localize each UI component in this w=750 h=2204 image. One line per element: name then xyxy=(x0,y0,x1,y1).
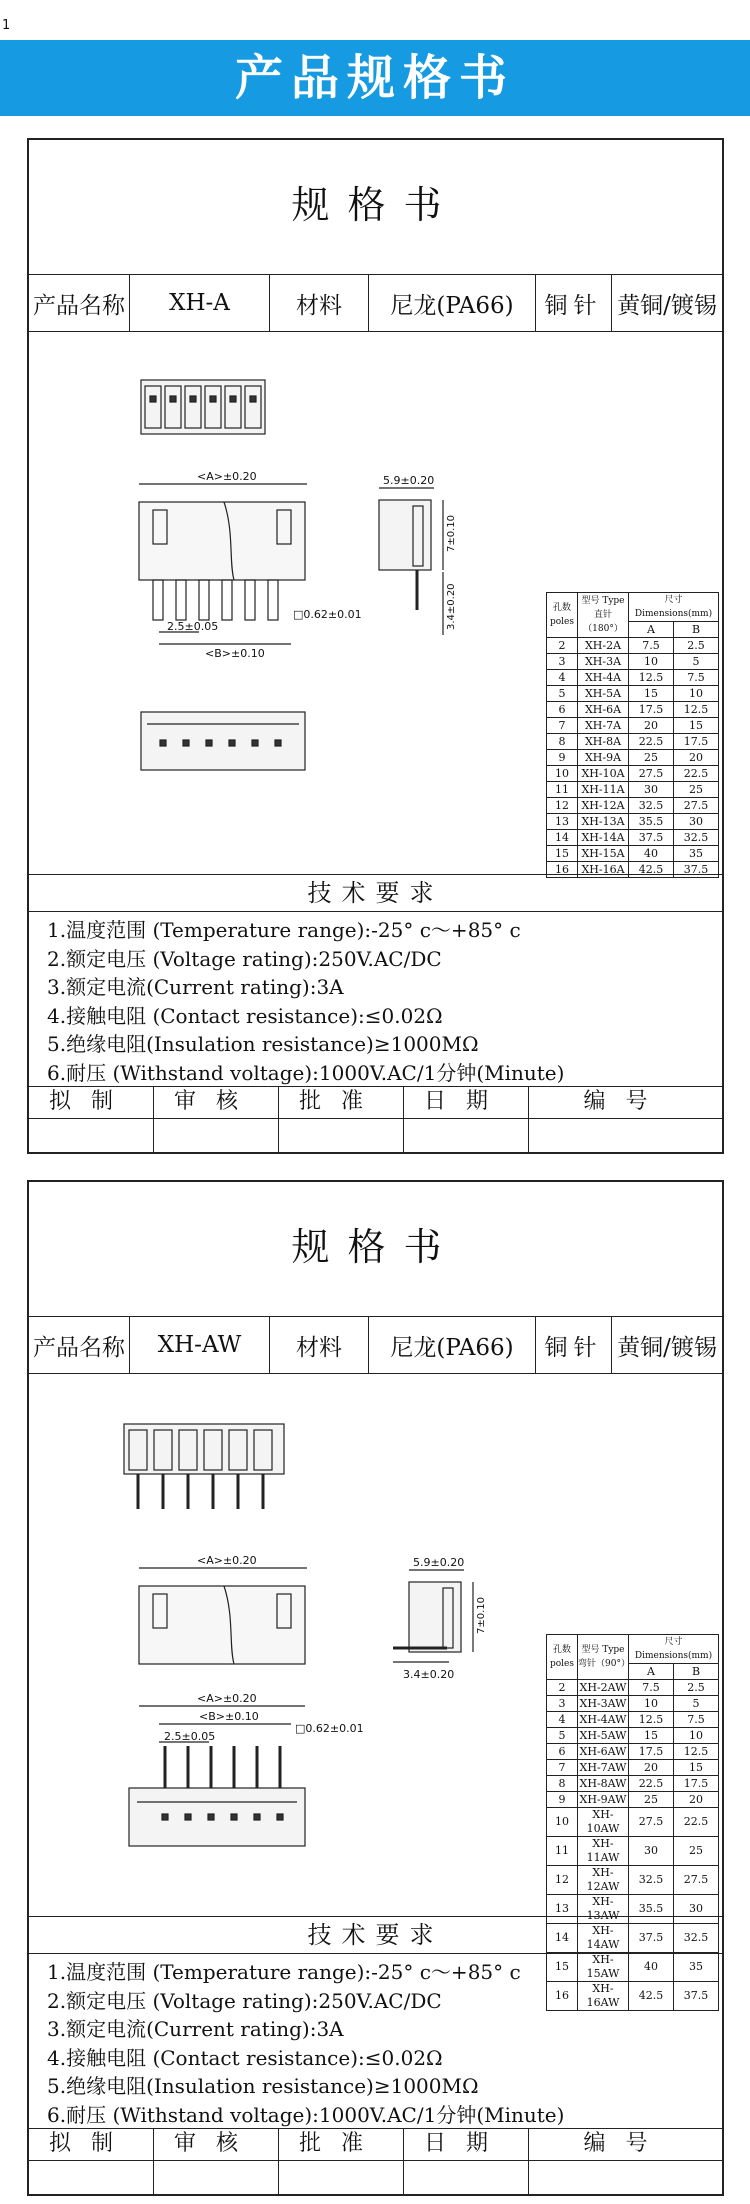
dim-b-cell: 30 xyxy=(674,1895,719,1924)
table-row xyxy=(547,638,719,654)
dim-pitch-label: 2.5±0.05 xyxy=(167,620,219,633)
requirement-item: 3.额定电流(Current rating):3A xyxy=(47,2017,344,2041)
type-cell: XH-2AW xyxy=(578,1680,629,1696)
dim-a-cell: 32.5 xyxy=(629,798,674,814)
pin-square xyxy=(190,396,196,402)
dim-a-cell: 17.5 xyxy=(629,1744,674,1760)
dim-b-label-2: <B>±0.10 xyxy=(199,1710,259,1723)
connector-top-view xyxy=(141,380,265,434)
page-number: 1 xyxy=(2,18,11,33)
dim-b-cell: 15 xyxy=(674,718,719,734)
poles-cell: 6 xyxy=(547,1744,578,1760)
table-row xyxy=(547,718,719,734)
tech-requirements-title: 技术要求 xyxy=(29,1916,722,1954)
type-cell: XH-3A xyxy=(578,654,629,670)
poles-cell: 12 xyxy=(547,1866,578,1895)
type-header: 型号 Type 弯针（90°） xyxy=(578,1635,629,1680)
poles-cell: 9 xyxy=(547,1792,578,1808)
table-row xyxy=(547,1776,719,1792)
pin-square xyxy=(150,396,156,402)
connector-front-view xyxy=(139,502,305,580)
dim-a-label: <A>±0.20 xyxy=(197,1554,257,1567)
dim-a-cell: 22.5 xyxy=(629,734,674,750)
type-cell: XH-4A xyxy=(578,670,629,686)
table-row xyxy=(547,1866,719,1895)
type-cell: XH-3AW xyxy=(578,1696,629,1712)
table-row xyxy=(547,1744,719,1760)
sheet-title: 规格书 xyxy=(291,1225,460,1269)
table-row xyxy=(547,1760,719,1776)
dim-b-cell: 20 xyxy=(674,1792,719,1808)
product-name-label: 产品名称 xyxy=(29,275,130,331)
type-cell: XH-16AW xyxy=(578,1982,629,2011)
signature-cell xyxy=(529,1087,722,1154)
dim-b-cell: 5 xyxy=(674,654,719,670)
dim-a-cell: 35.5 xyxy=(629,1895,674,1924)
signature-label: 日期 xyxy=(404,1087,528,1119)
signature-cell xyxy=(404,2129,529,2196)
material-value: 尼龙(PA66) xyxy=(369,275,536,331)
requirement-item: 2.额定电压 (Voltage rating):250V.AC/DC xyxy=(47,946,442,971)
type-cell: XH-15A xyxy=(578,846,629,862)
table-row xyxy=(547,798,719,814)
dim-a-cell: 15 xyxy=(629,1728,674,1744)
poles-cell: 3 xyxy=(547,654,578,670)
dim-b-cell: 10 xyxy=(674,686,719,702)
requirements-list xyxy=(29,912,722,1086)
table-row xyxy=(547,1792,719,1808)
dim-b-cell: 7.5 xyxy=(674,670,719,686)
dim-b-cell: 2.5 xyxy=(674,1680,719,1696)
dim-a-cell: 32.5 xyxy=(629,1866,674,1895)
requirement-item: 4.接触电阻 (Contact resistance):≤0.02Ω xyxy=(47,2045,443,2070)
dim-a-cell: 10 xyxy=(629,654,674,670)
signature-label: 编号 xyxy=(529,1087,722,1119)
dim-pin-len-label: 3.4±0.20 xyxy=(403,1668,455,1681)
front-pin xyxy=(176,580,186,620)
dim-a-cell: 10 xyxy=(629,1696,674,1712)
poles-cell: 7 xyxy=(547,718,578,734)
front-pin xyxy=(199,580,209,620)
a-header: A xyxy=(629,622,674,638)
requirement-item: 1.温度范围 (Temperature range):-25° c～+85° c xyxy=(47,1960,521,1984)
signature-cell xyxy=(29,2129,154,2196)
poles-cell: 15 xyxy=(547,846,578,862)
dimensions-header: 尺寸 Dimensions(mm) xyxy=(629,593,719,622)
type-cell: XH-4AW xyxy=(578,1712,629,1728)
connector-front-view xyxy=(139,1586,305,1664)
info-row xyxy=(29,1316,722,1374)
type-cell: XH-7AW xyxy=(578,1760,629,1776)
requirement-item: 5.绝缘电阻(Insulation resistance)≥1000MΩ xyxy=(47,2074,479,2098)
type-cell: XH-12A xyxy=(578,798,629,814)
dim-a-cell: 12.5 xyxy=(629,1712,674,1728)
poles-cell: 16 xyxy=(547,862,578,878)
a-header: A xyxy=(629,1664,674,1680)
type-cell: XH-8A xyxy=(578,734,629,750)
signature-cell xyxy=(279,1087,404,1154)
dim-b-cell: 20 xyxy=(674,750,719,766)
type-cell: XH-12AW xyxy=(578,1866,629,1895)
signature-cell xyxy=(154,2129,279,2196)
dim-b-cell: 25 xyxy=(674,1837,719,1866)
spec-sheet xyxy=(27,138,724,1154)
dim-a-label-2: <A>±0.20 xyxy=(197,1692,257,1705)
table-row xyxy=(547,814,719,830)
signature-label: 批准 xyxy=(279,2129,403,2161)
requirement-item: 5.绝缘电阻(Insulation resistance)≥1000MΩ xyxy=(47,1032,479,1056)
signature-cell xyxy=(529,2129,722,2196)
bottom-pin xyxy=(252,740,258,746)
poles-cell: 5 xyxy=(547,1728,578,1744)
b-header: B xyxy=(674,622,719,638)
pin-square xyxy=(230,396,236,402)
type-cell: XH-13AW xyxy=(578,1895,629,1924)
requirement-item: 6.耐压 (Withstand voltage):1000V.AC/1分钟(Minute) xyxy=(47,2102,565,2127)
signature-label: 审核 xyxy=(154,1087,278,1119)
dim-pin-size-label: □0.62±0.01 xyxy=(293,608,362,621)
b-header: B xyxy=(674,1664,719,1680)
dim-b-cell: 5 xyxy=(674,1696,719,1712)
dim-a-cell: 20 xyxy=(629,1760,674,1776)
table-row xyxy=(547,846,719,862)
dim-a-cell: 42.5 xyxy=(629,862,674,878)
type-cell: XH-14A xyxy=(578,830,629,846)
bottom-pin xyxy=(229,740,235,746)
bottom-pin xyxy=(231,1814,237,1820)
spec-sheet xyxy=(27,1180,724,2196)
signature-label: 审核 xyxy=(154,2129,278,2161)
dim-a-cell: 40 xyxy=(629,1953,674,1982)
poles-header: 孔数 poles xyxy=(547,1635,578,1680)
requirement-item: 4.接触电阻 (Contact resistance):≤0.02Ω xyxy=(47,1003,443,1028)
dim-a-cell: 12.5 xyxy=(629,670,674,686)
bottom-pin xyxy=(160,740,166,746)
poles-cell: 9 xyxy=(547,750,578,766)
type-cell: XH-15AW xyxy=(578,1953,629,1982)
table-row xyxy=(547,1808,719,1837)
pin-square xyxy=(250,396,256,402)
poles-cell: 3 xyxy=(547,1696,578,1712)
type-cell: XH-9AW xyxy=(578,1792,629,1808)
requirement-item: 1.温度范围 (Temperature range):-25° c～+85° c xyxy=(47,918,521,942)
signature-cell xyxy=(404,1087,529,1154)
poles-cell: 6 xyxy=(547,702,578,718)
signature-label: 拟制 xyxy=(29,1087,153,1119)
dim-a-cell: 15 xyxy=(629,686,674,702)
product-name-value: XH-A xyxy=(130,275,270,331)
type-cell: XH-9A xyxy=(578,750,629,766)
signature-label: 批准 xyxy=(279,1087,403,1119)
type-cell: XH-6AW xyxy=(578,1744,629,1760)
type-cell: XH-2A xyxy=(578,638,629,654)
front-pin xyxy=(268,580,278,620)
dim-b-cell: 32.5 xyxy=(674,1924,719,1953)
dim-b-cell: 22.5 xyxy=(674,1808,719,1837)
poles-cell: 13 xyxy=(547,1895,578,1924)
table-row xyxy=(547,1728,719,1744)
signature-label: 拟制 xyxy=(29,2129,153,2161)
dim-a-cell: 42.5 xyxy=(629,1982,674,2011)
dim-height-label: 7±0.10 xyxy=(446,514,457,552)
dim-b-label: <B>±0.10 xyxy=(205,647,265,660)
dim-a-cell: 25 xyxy=(629,1792,674,1808)
type-cell: XH-8AW xyxy=(578,1776,629,1792)
poles-header: 孔数 poles xyxy=(547,593,578,638)
bottom-pin xyxy=(183,740,189,746)
requirement-item: 6.耐压 (Withstand voltage):1000V.AC/1分钟(Minute) xyxy=(47,1060,565,1085)
signature-cell xyxy=(154,1087,279,1154)
table-row xyxy=(547,1712,719,1728)
bottom-pin xyxy=(254,1814,260,1820)
dim-pin-len-label: 3.4±0.20 xyxy=(446,583,457,630)
bottom-pin xyxy=(275,740,281,746)
poles-cell: 4 xyxy=(547,670,578,686)
table-row xyxy=(547,734,719,750)
dim-a-cell: 27.5 xyxy=(629,1808,674,1837)
dim-pitch-label-2: 2.5±0.05 xyxy=(164,1730,216,1743)
front-pin xyxy=(222,580,232,620)
table-row xyxy=(547,766,719,782)
requirement-item: 3.额定电流(Current rating):3A xyxy=(47,975,344,999)
poles-cell: 10 xyxy=(547,766,578,782)
material-value: 尼龙(PA66) xyxy=(369,1317,536,1373)
dim-b-cell: 12.5 xyxy=(674,702,719,718)
dimension-table xyxy=(546,592,719,878)
info-row xyxy=(29,274,722,332)
dim-b-cell: 35 xyxy=(674,1953,719,1982)
dim-pin-size-label-2: □0.62±0.01 xyxy=(295,1722,364,1735)
signature-block xyxy=(29,1086,722,1154)
poles-cell: 13 xyxy=(547,814,578,830)
technical-drawing xyxy=(29,332,722,874)
type-cell: XH-16A xyxy=(578,862,629,878)
dim-b-cell: 12.5 xyxy=(674,1744,719,1760)
dim-a-cell: 22.5 xyxy=(629,1776,674,1792)
dim-b-cell: 17.5 xyxy=(674,734,719,750)
tech-requirements-title: 技术要求 xyxy=(29,874,722,912)
poles-cell: 2 xyxy=(547,1680,578,1696)
dim-b-cell: 22.5 xyxy=(674,766,719,782)
dim-b-cell: 30 xyxy=(674,814,719,830)
type-cell: XH-13A xyxy=(578,814,629,830)
poles-cell: 11 xyxy=(547,1837,578,1866)
requirement-item: 2.额定电压 (Voltage rating):250V.AC/DC xyxy=(47,1988,442,2013)
dim-b-cell: 15 xyxy=(674,1760,719,1776)
front-pin xyxy=(245,580,255,620)
dim-b-cell: 2.5 xyxy=(674,638,719,654)
type-header: 型号 Type 直针（180°） xyxy=(578,593,629,638)
table-row xyxy=(547,654,719,670)
type-cell: XH-6A xyxy=(578,702,629,718)
product-name-label: 产品名称 xyxy=(29,1317,130,1373)
type-cell: XH-11AW xyxy=(578,1837,629,1866)
signature-label: 日期 xyxy=(404,2129,528,2161)
poles-cell: 5 xyxy=(547,686,578,702)
pin-value: 黄铜/镀锡 xyxy=(617,292,717,319)
dim-b-cell: 32.5 xyxy=(674,830,719,846)
dim-a-cell: 40 xyxy=(629,846,674,862)
pin-label: 铜针 xyxy=(536,275,612,331)
dim-b-cell: 17.5 xyxy=(674,1776,719,1792)
table-row xyxy=(547,1837,719,1866)
poles-cell: 4 xyxy=(547,1712,578,1728)
poles-cell: 8 xyxy=(547,1776,578,1792)
poles-cell: 10 xyxy=(547,1808,578,1837)
bottom-pin xyxy=(208,1814,214,1820)
table-row xyxy=(547,670,719,686)
bottom-pin xyxy=(162,1814,168,1820)
poles-cell: 11 xyxy=(547,782,578,798)
signature-cell xyxy=(279,2129,404,2196)
dim-a-cell: 7.5 xyxy=(629,638,674,654)
dim-a-cell: 37.5 xyxy=(629,1924,674,1953)
signature-block xyxy=(29,2128,722,2196)
dim-b-cell: 27.5 xyxy=(674,798,719,814)
type-cell: XH-11A xyxy=(578,782,629,798)
bottom-pin xyxy=(185,1814,191,1820)
poles-cell: 16 xyxy=(547,1982,578,2011)
table-row xyxy=(547,750,719,766)
dim-a-cell: 37.5 xyxy=(629,830,674,846)
dim-width-label: 5.9±0.20 xyxy=(413,1556,465,1569)
type-cell: XH-5AW xyxy=(578,1728,629,1744)
dim-height-label: 7±0.10 xyxy=(476,1596,487,1634)
material-label: 材料 xyxy=(270,275,369,331)
dim-a-cell: 30 xyxy=(629,1837,674,1866)
dim-b-cell: 7.5 xyxy=(674,1712,719,1728)
table-row xyxy=(547,830,719,846)
pin-value: 黄铜/镀锡 xyxy=(617,1334,717,1361)
table-row xyxy=(547,702,719,718)
dim-a-cell: 20 xyxy=(629,718,674,734)
pin-square xyxy=(170,396,176,402)
dim-a-cell: 35.5 xyxy=(629,814,674,830)
table-row xyxy=(547,686,719,702)
sheet-title: 规格书 xyxy=(291,183,460,227)
dim-b-cell: 25 xyxy=(674,782,719,798)
dim-a-label: <A>±0.20 xyxy=(197,470,257,483)
dim-a-cell: 25 xyxy=(629,750,674,766)
poles-cell: 14 xyxy=(547,1924,578,1953)
dim-b-cell: 37.5 xyxy=(674,1982,719,2011)
type-cell: XH-5A xyxy=(578,686,629,702)
product-name-value: XH-AW xyxy=(130,1317,270,1373)
poles-cell: 15 xyxy=(547,1953,578,1982)
dim-a-cell: 7.5 xyxy=(629,1680,674,1696)
type-cell: XH-10A xyxy=(578,766,629,782)
poles-cell: 14 xyxy=(547,830,578,846)
table-row xyxy=(547,782,719,798)
signature-label: 编号 xyxy=(529,2129,722,2161)
signature-cell xyxy=(29,1087,154,1154)
bottom-pin xyxy=(277,1814,283,1820)
bottom-pin xyxy=(206,740,212,746)
type-cell: XH-7A xyxy=(578,718,629,734)
requirements-list xyxy=(29,1954,722,2128)
dim-b-cell: 37.5 xyxy=(674,862,719,878)
dim-a-cell: 17.5 xyxy=(629,702,674,718)
dim-b-cell: 10 xyxy=(674,1728,719,1744)
poles-cell: 12 xyxy=(547,798,578,814)
front-pin xyxy=(153,580,163,620)
pin-label: 铜针 xyxy=(536,1317,612,1373)
pin-square xyxy=(210,396,216,402)
dim-a-cell: 30 xyxy=(629,782,674,798)
poles-cell: 2 xyxy=(547,638,578,654)
dim-width-label: 5.9±0.20 xyxy=(383,474,435,487)
banner-title: 产品规格书 xyxy=(0,40,750,116)
table-row xyxy=(547,1680,719,1696)
poles-cell: 8 xyxy=(547,734,578,750)
poles-cell: 7 xyxy=(547,1760,578,1776)
table-row xyxy=(547,1696,719,1712)
material-label: 材料 xyxy=(270,1317,369,1373)
dim-a-cell: 27.5 xyxy=(629,766,674,782)
dim-b-cell: 35 xyxy=(674,846,719,862)
type-cell: XH-10AW xyxy=(578,1808,629,1837)
dim-b-cell: 27.5 xyxy=(674,1866,719,1895)
type-cell: XH-14AW xyxy=(578,1924,629,1953)
dimensions-header: 尺寸 Dimensions(mm) xyxy=(629,1635,719,1664)
